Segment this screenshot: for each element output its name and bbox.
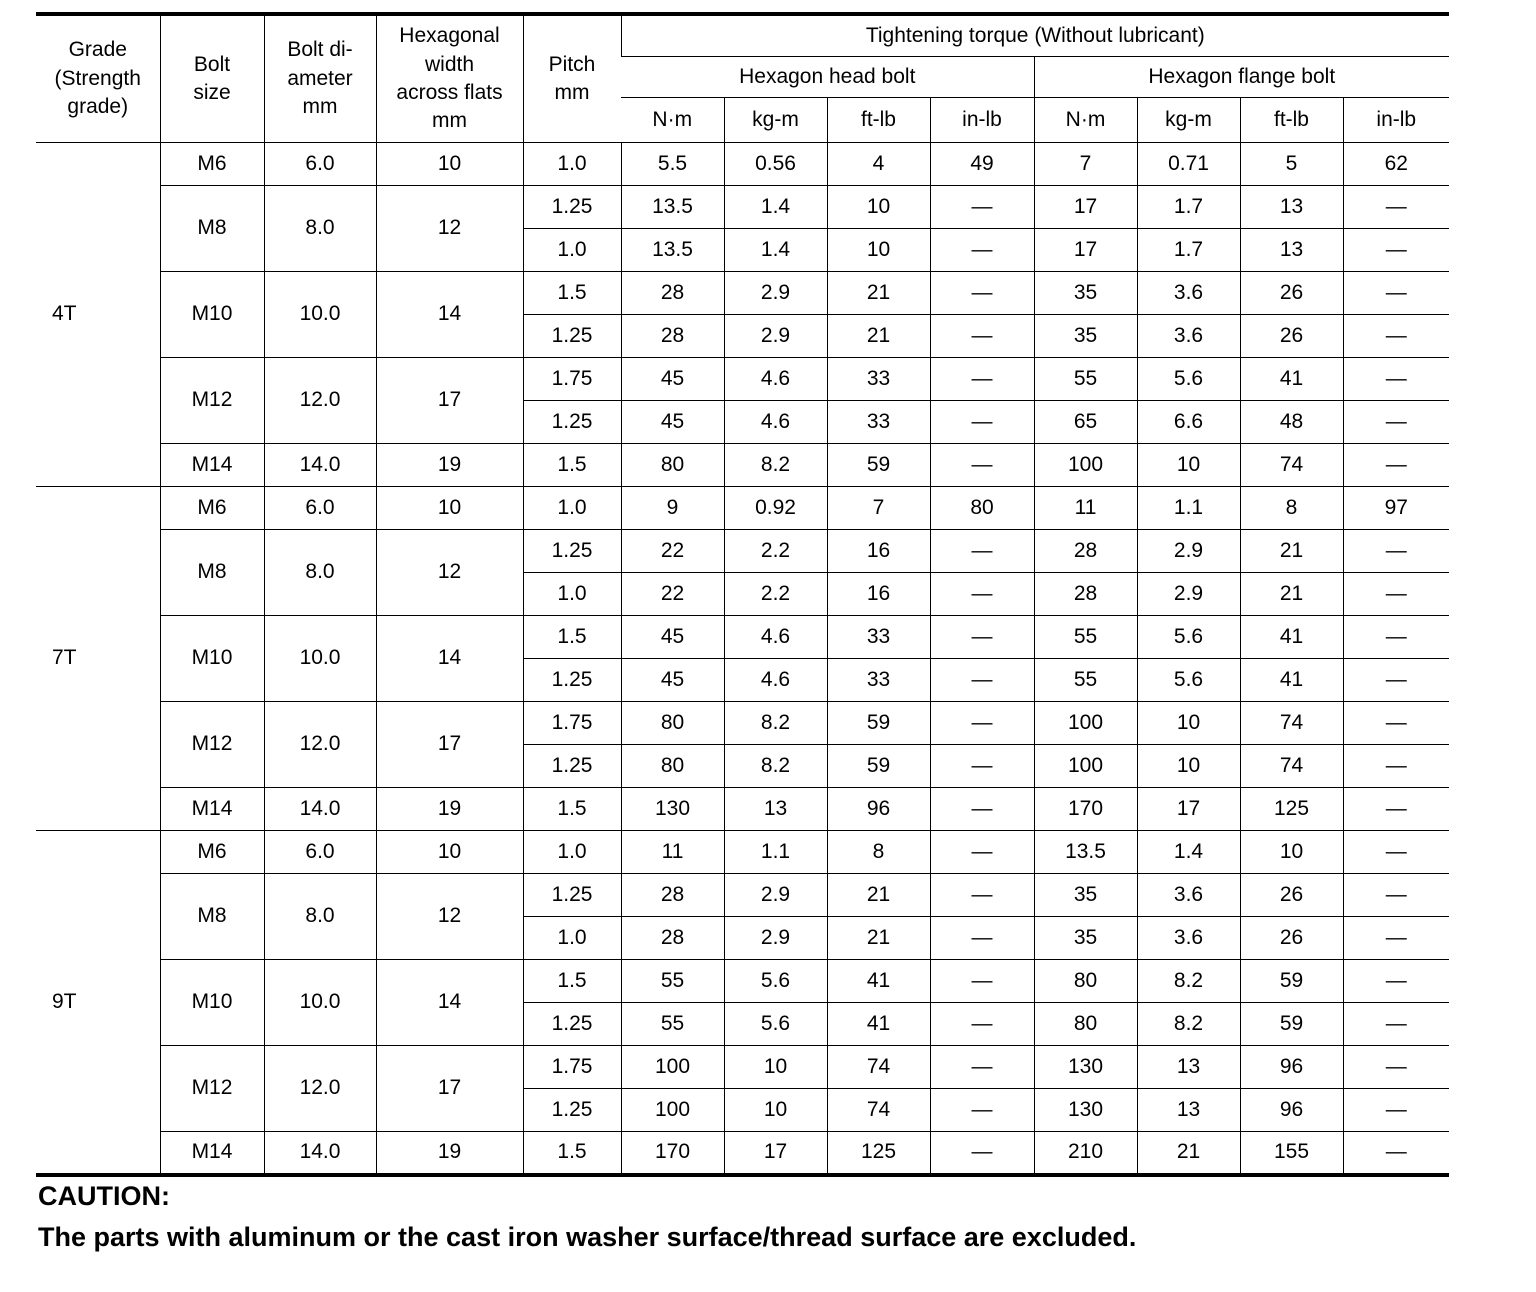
hex-head-torque-cell: 96 (827, 788, 930, 831)
hex-head-torque-cell: 21 (827, 315, 930, 358)
hex-flange-torque-cell: 59 (1240, 960, 1343, 1003)
hex-head-torque-cell: 33 (827, 358, 930, 401)
unit-header: N·m (621, 98, 724, 143)
bolt-diameter-cell: 12.0 (264, 702, 376, 788)
table-row (36, 831, 1449, 874)
hex-head-torque-cell: 2.2 (724, 530, 827, 573)
hex-flange-torque-cell: 55 (1034, 616, 1137, 659)
bolt-size-cell: M14 (160, 444, 264, 487)
hex-head-torque-cell: 1.4 (724, 186, 827, 229)
table-row (36, 530, 1449, 573)
hex-width-cell: 19 (376, 788, 523, 831)
bolt-diameter-cell: 6.0 (264, 143, 376, 186)
hex-head-torque-cell: — (930, 917, 1034, 960)
hex-flange-torque-cell: 8.2 (1137, 1003, 1240, 1046)
hex-flange-torque-cell: 10 (1137, 702, 1240, 745)
hex-head-torque-cell: 28 (621, 315, 724, 358)
hex-head-torque-cell: 2.9 (724, 315, 827, 358)
pitch-cell: 1.5 (523, 1132, 621, 1175)
hex-head-torque-cell: 4.6 (724, 358, 827, 401)
hex-head-torque-cell: — (930, 358, 1034, 401)
caution-title: CAUTION: (38, 1181, 170, 1211)
hex-head-torque-cell: — (930, 444, 1034, 487)
hex-head-torque-cell: 13.5 (621, 229, 724, 272)
hex-flange-torque-cell: — (1343, 1132, 1449, 1175)
hex-head-torque-cell: — (930, 960, 1034, 1003)
pitch-cell: 1.25 (523, 315, 621, 358)
hex-flange-torque-cell: 8 (1240, 487, 1343, 530)
hex-flange-torque-cell: 3.6 (1137, 874, 1240, 917)
hex-head-torque-cell: 8 (827, 831, 930, 874)
pitch-cell: 1.25 (523, 1089, 621, 1132)
hex-head-torque-cell: 13.5 (621, 186, 724, 229)
bolt-size-cell: M6 (160, 831, 264, 874)
hex-head-torque-cell: — (930, 573, 1034, 616)
hex-head-torque-cell: 5.6 (724, 1003, 827, 1046)
hex-head-torque-cell: 21 (827, 874, 930, 917)
hex-flange-torque-cell: 10 (1240, 831, 1343, 874)
header-bolt-diameter: Bolt di- ameter mm (264, 14, 376, 143)
hex-width-cell: 19 (376, 1132, 523, 1175)
hex-flange-torque-cell: 74 (1240, 745, 1343, 788)
hex-head-torque-cell: — (930, 272, 1034, 315)
hex-head-torque-cell: 33 (827, 401, 930, 444)
table-row (36, 272, 1449, 315)
hex-head-torque-cell: 125 (827, 1132, 930, 1175)
pitch-cell: 1.0 (523, 573, 621, 616)
hex-head-torque-cell: — (930, 401, 1034, 444)
bolt-diameter-cell: 6.0 (264, 831, 376, 874)
hex-head-torque-cell: 100 (621, 1089, 724, 1132)
hex-head-torque-cell: 4.6 (724, 401, 827, 444)
hex-flange-torque-cell: 3.6 (1137, 272, 1240, 315)
hex-flange-torque-cell: 26 (1240, 874, 1343, 917)
hex-head-torque-cell: — (930, 530, 1034, 573)
header-pitch: Pitch mm (523, 14, 621, 143)
hex-head-torque-cell: 10 (827, 229, 930, 272)
pitch-cell: 1.0 (523, 917, 621, 960)
hex-head-torque-cell: 2.2 (724, 573, 827, 616)
hex-head-torque-cell: 55 (621, 1003, 724, 1046)
hex-flange-torque-cell: 5.6 (1137, 358, 1240, 401)
bolt-size-cell: M14 (160, 1132, 264, 1175)
hex-width-cell: 17 (376, 1046, 523, 1132)
hex-flange-torque-cell: 97 (1343, 487, 1449, 530)
pitch-cell: 1.25 (523, 659, 621, 702)
bolt-size-cell: M6 (160, 143, 264, 186)
hex-head-torque-cell: 5.6 (724, 960, 827, 1003)
unit-header: kg-m (724, 98, 827, 143)
hex-flange-torque-cell: 62 (1343, 143, 1449, 186)
hex-flange-torque-cell: 21 (1240, 573, 1343, 616)
hex-flange-torque-cell: 55 (1034, 659, 1137, 702)
hex-head-torque-cell: 13 (724, 788, 827, 831)
hex-flange-torque-cell: 13.5 (1034, 831, 1137, 874)
hex-flange-torque-cell: 0.71 (1137, 143, 1240, 186)
hex-flange-torque-cell: — (1343, 401, 1449, 444)
caution-text: The parts with aluminum or the cast iron washer surface/thread surface are excluded. (38, 1222, 1137, 1252)
pitch-cell: 1.0 (523, 831, 621, 874)
pitch-cell: 1.5 (523, 444, 621, 487)
hex-head-torque-cell: — (930, 788, 1034, 831)
hex-flange-torque-cell: 170 (1034, 788, 1137, 831)
hex-flange-torque-cell: 17 (1137, 788, 1240, 831)
hex-flange-torque-cell: — (1343, 874, 1449, 917)
header-hex-width: Hexagonal width across flats mm (376, 14, 523, 143)
hex-head-torque-cell: — (930, 1046, 1034, 1089)
hex-flange-torque-cell: — (1343, 917, 1449, 960)
hex-flange-torque-cell: — (1343, 1003, 1449, 1046)
bolt-diameter-cell: 8.0 (264, 874, 376, 960)
hex-flange-torque-cell: 41 (1240, 358, 1343, 401)
hex-head-torque-cell: 49 (930, 143, 1034, 186)
hex-flange-torque-cell: — (1343, 831, 1449, 874)
hex-head-torque-cell: — (930, 659, 1034, 702)
hex-flange-torque-cell: 2.9 (1137, 530, 1240, 573)
hex-head-torque-cell: — (930, 874, 1034, 917)
hex-flange-torque-cell: — (1343, 659, 1449, 702)
bolt-size-cell: M12 (160, 1046, 264, 1132)
hex-flange-torque-cell: — (1343, 186, 1449, 229)
pitch-cell: 1.25 (523, 401, 621, 444)
hex-head-torque-cell: 7 (827, 487, 930, 530)
hex-width-cell: 12 (376, 530, 523, 616)
hex-head-torque-cell: 80 (621, 745, 724, 788)
hex-flange-torque-cell: 5.6 (1137, 616, 1240, 659)
hex-flange-torque-cell: 5.6 (1137, 659, 1240, 702)
hex-flange-torque-cell: 10 (1137, 745, 1240, 788)
hex-width-cell: 10 (376, 143, 523, 186)
hex-head-torque-cell: 0.92 (724, 487, 827, 530)
hex-head-torque-cell: 2.9 (724, 874, 827, 917)
hex-flange-torque-cell: 74 (1240, 702, 1343, 745)
hex-head-torque-cell: 1.1 (724, 831, 827, 874)
hex-head-torque-cell: — (930, 229, 1034, 272)
hex-flange-torque-cell: — (1343, 272, 1449, 315)
pitch-cell: 1.25 (523, 186, 621, 229)
unit-header: N·m (1034, 98, 1137, 143)
hex-head-torque-cell: 100 (621, 1046, 724, 1089)
hex-flange-torque-cell: — (1343, 616, 1449, 659)
header-grade: Grade (Strength grade) (36, 14, 160, 143)
hex-head-torque-cell: 4.6 (724, 659, 827, 702)
hex-head-torque-cell: 2.9 (724, 272, 827, 315)
pitch-cell: 1.75 (523, 1046, 621, 1089)
hex-head-torque-cell: 41 (827, 960, 930, 1003)
hex-flange-torque-cell: — (1343, 444, 1449, 487)
hex-flange-torque-cell: 26 (1240, 917, 1343, 960)
hex-head-torque-cell: 4.6 (724, 616, 827, 659)
hex-head-torque-cell: 10 (827, 186, 930, 229)
hex-flange-torque-cell: — (1343, 1046, 1449, 1089)
hex-head-torque-cell: 8.2 (724, 745, 827, 788)
hex-head-torque-cell: 1.4 (724, 229, 827, 272)
bolt-size-cell: M10 (160, 272, 264, 358)
hex-flange-torque-cell: 2.9 (1137, 573, 1240, 616)
hex-head-torque-cell: 74 (827, 1089, 930, 1132)
hex-flange-torque-cell: 8.2 (1137, 960, 1240, 1003)
table-row (36, 616, 1449, 659)
unit-header: ft-lb (827, 98, 930, 143)
hex-flange-torque-cell: 130 (1034, 1089, 1137, 1132)
hex-head-torque-cell: 8.2 (724, 702, 827, 745)
pitch-cell: 1.0 (523, 143, 621, 186)
hex-head-torque-cell: 45 (621, 358, 724, 401)
hex-flange-torque-cell: — (1343, 315, 1449, 358)
hex-flange-torque-cell: 13 (1240, 229, 1343, 272)
hex-flange-torque-cell: 10 (1137, 444, 1240, 487)
header-bolt-size: Bolt size (160, 14, 264, 143)
hex-flange-torque-cell: 21 (1240, 530, 1343, 573)
torque-table (36, 12, 1449, 1177)
hex-flange-torque-cell: — (1343, 745, 1449, 788)
hex-flange-torque-cell: 17 (1034, 229, 1137, 272)
hex-flange-torque-cell: 13 (1137, 1089, 1240, 1132)
hex-flange-torque-cell: 1.1 (1137, 487, 1240, 530)
bolt-size-cell: M8 (160, 874, 264, 960)
hex-head-torque-cell: 28 (621, 874, 724, 917)
hex-head-torque-cell: — (930, 702, 1034, 745)
pitch-cell: 1.25 (523, 1003, 621, 1046)
hex-flange-torque-cell: 1.7 (1137, 229, 1240, 272)
hex-head-torque-cell: — (930, 315, 1034, 358)
hex-head-torque-cell: — (930, 831, 1034, 874)
pitch-cell: 1.5 (523, 960, 621, 1003)
hex-head-torque-cell: 59 (827, 702, 930, 745)
pitch-cell: 1.5 (523, 616, 621, 659)
bolt-size-cell: M8 (160, 530, 264, 616)
pitch-cell: 1.25 (523, 874, 621, 917)
bolt-diameter-cell: 8.0 (264, 186, 376, 272)
hex-flange-torque-cell: 35 (1034, 874, 1137, 917)
hex-flange-torque-cell: 41 (1240, 616, 1343, 659)
table-row (36, 1046, 1449, 1089)
unit-header: ft-lb (1240, 98, 1343, 143)
hex-flange-torque-cell: 6.6 (1137, 401, 1240, 444)
hex-head-torque-cell: 16 (827, 530, 930, 573)
hex-flange-torque-cell: 80 (1034, 1003, 1137, 1046)
hex-head-torque-cell: 55 (621, 960, 724, 1003)
hex-flange-torque-cell: — (1343, 358, 1449, 401)
hex-head-torque-cell: 41 (827, 1003, 930, 1046)
grade-cell: 4T (36, 143, 160, 487)
hex-flange-torque-cell: 28 (1034, 573, 1137, 616)
hex-flange-torque-cell: 100 (1034, 745, 1137, 788)
hex-head-torque-cell: 22 (621, 573, 724, 616)
hex-flange-torque-cell: 41 (1240, 659, 1343, 702)
hex-flange-torque-cell: 35 (1034, 315, 1137, 358)
bolt-size-cell: M14 (160, 788, 264, 831)
pitch-cell: 1.25 (523, 530, 621, 573)
hex-flange-torque-cell: 155 (1240, 1132, 1343, 1175)
hex-flange-torque-cell: 5 (1240, 143, 1343, 186)
unit-header: in-lb (930, 98, 1034, 143)
hex-flange-torque-cell: — (1343, 702, 1449, 745)
hex-head-torque-cell: — (930, 616, 1034, 659)
hex-head-torque-cell: 130 (621, 788, 724, 831)
hex-flange-torque-cell: 3.6 (1137, 315, 1240, 358)
hex-flange-torque-cell: 1.4 (1137, 831, 1240, 874)
bolt-diameter-cell: 14.0 (264, 444, 376, 487)
hex-head-torque-cell: 59 (827, 444, 930, 487)
hex-width-cell: 14 (376, 272, 523, 358)
hex-width-cell: 14 (376, 960, 523, 1046)
table-row (36, 1132, 1449, 1175)
bolt-diameter-cell: 12.0 (264, 1046, 376, 1132)
pitch-cell: 1.0 (523, 229, 621, 272)
hex-flange-torque-cell: 130 (1034, 1046, 1137, 1089)
hex-head-torque-cell: 59 (827, 745, 930, 788)
hex-head-torque-cell: 170 (621, 1132, 724, 1175)
hex-flange-torque-cell: 59 (1240, 1003, 1343, 1046)
hex-head-torque-cell: 11 (621, 831, 724, 874)
hex-head-torque-cell: 80 (930, 487, 1034, 530)
table-row (36, 702, 1449, 745)
hex-flange-torque-cell: 13 (1240, 186, 1343, 229)
bolt-diameter-cell: 10.0 (264, 960, 376, 1046)
hex-flange-torque-cell: 80 (1034, 960, 1137, 1003)
hex-flange-torque-cell: 17 (1034, 186, 1137, 229)
hex-head-torque-cell: 80 (621, 702, 724, 745)
hex-head-torque-cell: — (930, 745, 1034, 788)
hex-flange-torque-cell: 26 (1240, 272, 1343, 315)
table-row (36, 186, 1449, 229)
hex-flange-torque-cell: 210 (1034, 1132, 1137, 1175)
hex-flange-torque-cell: 28 (1034, 530, 1137, 573)
hex-head-torque-cell: 74 (827, 1046, 930, 1089)
bolt-size-cell: M10 (160, 616, 264, 702)
table-body (36, 143, 1449, 1175)
hex-head-torque-cell: 33 (827, 659, 930, 702)
hex-width-cell: 17 (376, 702, 523, 788)
hex-head-torque-cell: 9 (621, 487, 724, 530)
hex-head-torque-cell: 45 (621, 401, 724, 444)
grade-cell: 7T (36, 487, 160, 831)
hex-head-torque-cell: 16 (827, 573, 930, 616)
hex-head-torque-cell: 33 (827, 616, 930, 659)
pitch-cell: 1.5 (523, 272, 621, 315)
pitch-cell: 1.75 (523, 358, 621, 401)
hex-head-torque-cell: 22 (621, 530, 724, 573)
hex-width-cell: 10 (376, 487, 523, 530)
bolt-diameter-cell: 6.0 (264, 487, 376, 530)
pitch-cell: 1.5 (523, 788, 621, 831)
hex-head-torque-cell: 28 (621, 272, 724, 315)
header-hex-flange-bolt: Hexagon flange bolt (1034, 57, 1449, 98)
header-hex-head-bolt: Hexagon head bolt (621, 57, 1034, 98)
bolt-size-cell: M10 (160, 960, 264, 1046)
bolt-size-cell: M12 (160, 358, 264, 444)
bolt-diameter-cell: 14.0 (264, 788, 376, 831)
pitch-cell: 1.25 (523, 745, 621, 788)
hex-head-torque-cell: 2.9 (724, 917, 827, 960)
hex-flange-torque-cell: — (1343, 530, 1449, 573)
grade-cell: 9T (36, 831, 160, 1175)
hex-flange-torque-cell: 13 (1137, 1046, 1240, 1089)
hex-flange-torque-cell: 55 (1034, 358, 1137, 401)
table-row (36, 960, 1449, 1003)
hex-flange-torque-cell: 48 (1240, 401, 1343, 444)
bolt-size-cell: M6 (160, 487, 264, 530)
hex-head-torque-cell: 5.5 (621, 143, 724, 186)
hex-flange-torque-cell: — (1343, 229, 1449, 272)
hex-flange-torque-cell: 74 (1240, 444, 1343, 487)
unit-header: in-lb (1343, 98, 1449, 143)
table-row (36, 444, 1449, 487)
hex-width-cell: 10 (376, 831, 523, 874)
hex-flange-torque-cell: 1.7 (1137, 186, 1240, 229)
hex-flange-torque-cell: 100 (1034, 444, 1137, 487)
hex-head-torque-cell: 45 (621, 616, 724, 659)
hex-flange-torque-cell: 11 (1034, 487, 1137, 530)
hex-head-torque-cell: 45 (621, 659, 724, 702)
hex-flange-torque-cell: 35 (1034, 917, 1137, 960)
bolt-diameter-cell: 8.0 (264, 530, 376, 616)
hex-flange-torque-cell: 96 (1240, 1046, 1343, 1089)
bolt-diameter-cell: 10.0 (264, 616, 376, 702)
hex-head-torque-cell: 28 (621, 917, 724, 960)
hex-head-torque-cell: 21 (827, 917, 930, 960)
bolt-size-cell: M8 (160, 186, 264, 272)
hex-width-cell: 17 (376, 358, 523, 444)
hex-flange-torque-cell: 35 (1034, 272, 1137, 315)
hex-head-torque-cell: 10 (724, 1046, 827, 1089)
bolt-diameter-cell: 10.0 (264, 272, 376, 358)
hex-head-torque-cell: — (930, 186, 1034, 229)
hex-head-torque-cell: 8.2 (724, 444, 827, 487)
hex-flange-torque-cell: 26 (1240, 315, 1343, 358)
hex-width-cell: 12 (376, 874, 523, 960)
hex-flange-torque-cell: 96 (1240, 1089, 1343, 1132)
hex-flange-torque-cell: — (1343, 960, 1449, 1003)
hex-head-torque-cell: — (930, 1132, 1034, 1175)
hex-head-torque-cell: — (930, 1003, 1034, 1046)
hex-flange-torque-cell: 125 (1240, 788, 1343, 831)
hex-head-torque-cell: 10 (724, 1089, 827, 1132)
hex-flange-torque-cell: — (1343, 573, 1449, 616)
table-row (36, 788, 1449, 831)
pitch-cell: 1.0 (523, 487, 621, 530)
hex-flange-torque-cell: 65 (1034, 401, 1137, 444)
pitch-cell: 1.75 (523, 702, 621, 745)
hex-head-torque-cell: 80 (621, 444, 724, 487)
table-row (36, 487, 1449, 530)
bolt-diameter-cell: 12.0 (264, 358, 376, 444)
hex-head-torque-cell: 21 (827, 272, 930, 315)
hex-flange-torque-cell: 100 (1034, 702, 1137, 745)
table-row (36, 143, 1449, 186)
hex-head-torque-cell: 0.56 (724, 143, 827, 186)
bolt-size-cell: M12 (160, 702, 264, 788)
hex-flange-torque-cell: — (1343, 788, 1449, 831)
hex-flange-torque-cell: 7 (1034, 143, 1137, 186)
header-tightening-torque: Tightening torque (Without lubricant) (621, 14, 1449, 57)
hex-flange-torque-cell: 21 (1137, 1132, 1240, 1175)
hex-head-torque-cell: 17 (724, 1132, 827, 1175)
table-row (36, 358, 1449, 401)
hex-width-cell: 12 (376, 186, 523, 272)
hex-width-cell: 19 (376, 444, 523, 487)
unit-header: kg-m (1137, 98, 1240, 143)
hex-head-torque-cell: — (930, 1089, 1034, 1132)
hex-head-torque-cell: 4 (827, 143, 930, 186)
hex-flange-torque-cell: — (1343, 1089, 1449, 1132)
bolt-diameter-cell: 14.0 (264, 1132, 376, 1175)
hex-flange-torque-cell: 3.6 (1137, 917, 1240, 960)
table-row (36, 874, 1449, 917)
hex-width-cell: 14 (376, 616, 523, 702)
